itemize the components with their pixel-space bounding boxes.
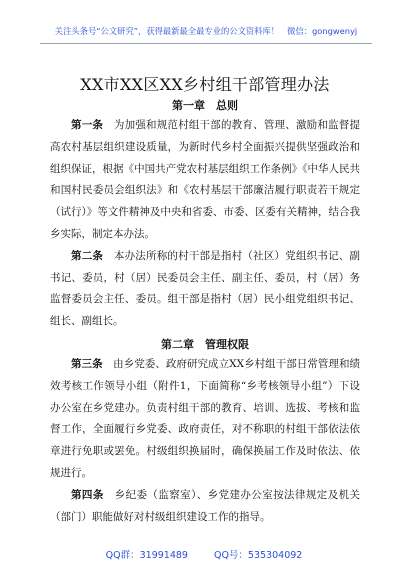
header-promo-text: 关注头条号“公文研究”，获得最新最全最专业的公文资料库！ <box>54 26 280 36</box>
page-footer <box>0 547 408 561</box>
article-4 <box>50 485 360 529</box>
footer-qq-group: QQ群：31991489 <box>105 550 188 561</box>
document-body <box>50 73 360 528</box>
document-title: XX市XX区XX乡村组干部管理办法 <box>80 75 330 94</box>
chapter-1-heading: 第一章 总则 <box>172 99 238 112</box>
chapter-2-heading: 第二章 管理权限 <box>161 337 249 351</box>
article-1-label: 第一条 <box>71 119 104 131</box>
article-2-label: 第二条 <box>71 249 104 262</box>
article-4-label: 第四条 <box>71 488 104 501</box>
article-1 <box>50 115 360 246</box>
article-2 <box>50 246 360 333</box>
article-2-text: 本办法所称的村干部是指村（社区）党组织书记、副书记、委员，村（居）民委员会主任、副主任、委员，村（居）务监督委员会主任、委员。组干部是指村（居）民小组党组织书记、组长、副组长。 <box>50 249 361 328</box>
article-3-label: 第三条 <box>71 357 103 370</box>
article-3 <box>50 354 360 485</box>
footer-qq-number: QQ号：535304092 <box>213 550 303 561</box>
page-header <box>40 25 372 44</box>
article-3-text: 由乡党委、政府研究成立XX乡村组干部日常管理和绩效考核工作领导小组（附件1，下面简称“乡考核领导小组”）下设办公室在乡党建办。负责村组干部的教育、培训、选拔、考核和监督工作，全面履行乡党委、政府责任，对不称职的村组干部依法依章进行免职或罢免。村级组织换届时，确保换届工作及时依法、依规进行。 <box>50 357 361 479</box>
header-wechat-text: 微信：gongwenyj <box>287 26 358 36</box>
article-1-text: 为加强和规范村组干部的教育、管理、激励和监督提高农村基层组织建设质量，为新时代乡村全面振兴提供坚强政治和组织保证，根据《中国共产党农村基层组织工作条例》《中华人民共和国村民委员会组织法》和《农村基层干部廉洁履行职责若干规定（试行）》等文件精神及中央和省委、市委、区委有关精神，结合我乡实际，制定本办法。 <box>50 119 361 240</box>
article-4-text: 乡纪委（监察室）、乡党建办公室按法律规定及机关（部门）职能做好对村级组织建设工作的指导。 <box>50 488 361 523</box>
